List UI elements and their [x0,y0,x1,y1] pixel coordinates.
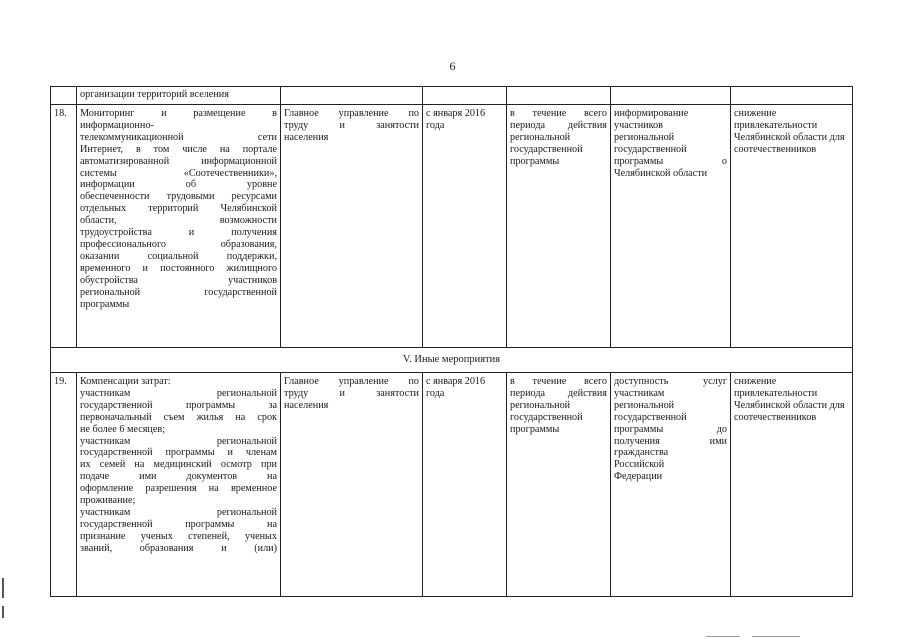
event-cell: организации территорий вселения [77,87,281,105]
period-cell [507,373,611,597]
period-line: программы [510,155,560,167]
event-line: Интернет, в том числе на портале [80,143,277,155]
period-line: государственной [510,143,583,155]
event-line: проживание; [80,495,136,507]
event-line: отдельных территорий Челябинской [80,203,277,215]
executor-line: населения [284,131,329,143]
event-line: подаче ими документов на [80,471,277,483]
start-cell: с января 2016 года [423,373,507,597]
event-line: участникам региональной [80,435,277,447]
period-line: в течение всего [510,108,607,119]
period-cell [507,105,611,348]
period-cell [507,87,611,105]
page-number: 6 [449,59,456,73]
result-line: государственной [614,143,687,155]
event-line: трудоустройства и получения [80,227,277,239]
event-line: Мониторинг и размещение в [80,108,277,119]
event-line: телекоммуникационной сети [80,131,277,143]
event-line: участникам региональной [80,506,277,518]
event-line: государственной программы за [80,399,277,411]
executor-cell [281,373,423,597]
result-line: Челябинской области [614,167,708,179]
event-line: первоначальный съем жилья на срок [80,411,277,423]
period-line: в течение всего [510,376,607,387]
result-line: получения ими [614,435,727,447]
period-line: программы [510,423,560,435]
row-number-cell: 19. [51,373,77,597]
result-line: Российской [614,459,665,471]
event-line: государственной программы на [80,518,277,530]
table-row-continuation [51,87,853,105]
event-cell [77,373,281,597]
event-line: обеспеченности трудовыми ресурсами [80,191,277,203]
event-line: информационно- [80,119,154,131]
event-line: автоматизированной информационной [80,155,277,167]
executor-line: Главное управление по [284,376,419,387]
event-line: их семей на медицинский осмотр при [80,459,277,471]
row-number-cell [51,87,77,105]
event-line: профессионального образования, [80,238,277,250]
result-cell [611,373,731,597]
event-line: оказании социальной поддержки, [80,250,277,262]
event-line: временного и постоянного жилищного [80,262,277,274]
table-row-18 [51,105,853,348]
section-header-row [51,348,853,373]
period-line: региональной [510,131,571,143]
executor-line: населения [284,399,329,411]
result-line: гражданства [614,447,669,459]
start-cell [423,87,507,105]
indicator-cell [731,87,853,105]
event-line: участникам региональной [80,387,277,399]
event-line: государственной программы и членам [80,447,277,459]
executor-cell [281,105,423,348]
section-title: V. Иные мероприятия [51,348,853,373]
period-line: периода действия [510,119,607,131]
period-line: региональной [510,399,571,411]
result-line: государственной [614,411,687,423]
scan-artifact [2,606,4,618]
table-row-19 [51,373,853,597]
measures-table [50,86,853,597]
executor-line: труду и занятости [284,387,419,399]
event-line: системы «Соотечественники», [80,167,277,179]
executor-line: Главное управление по [284,108,419,119]
scan-artifact [2,578,4,598]
result-cell [611,87,731,105]
event-cell [77,105,281,348]
indicator-cell: снижение привлекательности Челябинской области для соотечественников [731,105,853,348]
period-line: периода действия [510,387,607,399]
event-line: оформление разрешения на временное [80,483,277,495]
executor-cell [281,87,423,105]
result-line: Федерации [614,471,663,483]
scan-artifact [752,636,800,637]
indicator-cell: снижение привлекательности Челябинской области для соотечественников [731,373,853,597]
event-line: званий, образования и (или) [80,542,277,554]
scan-artifact [706,636,740,637]
result-line: региональной [614,131,675,143]
row-number-cell: 18. [51,105,77,348]
event-line: информации об уровне [80,179,277,191]
event-line: региональной государственной [80,286,277,298]
event-line: Компенсации затрат: [80,376,171,387]
result-cell [611,105,731,348]
result-line: региональной [614,399,675,411]
event-line: программы [80,298,130,310]
result-line: информирование [614,108,689,119]
start-cell: с января 2016 года [423,105,507,348]
executor-line: труду и занятости [284,119,419,131]
event-line: обустройства участников [80,274,277,286]
result-line: программы о [614,155,727,167]
event-line: области, возможности [80,215,277,227]
event-line: признание ученых степеней, ученых [80,530,277,542]
result-line: участникам [614,387,665,399]
result-line: доступность услуг [614,376,727,387]
result-line: программы до [614,423,727,435]
result-line: участников [614,119,663,131]
period-line: государственной [510,411,583,423]
event-line: не более 6 месяцев; [80,423,166,435]
